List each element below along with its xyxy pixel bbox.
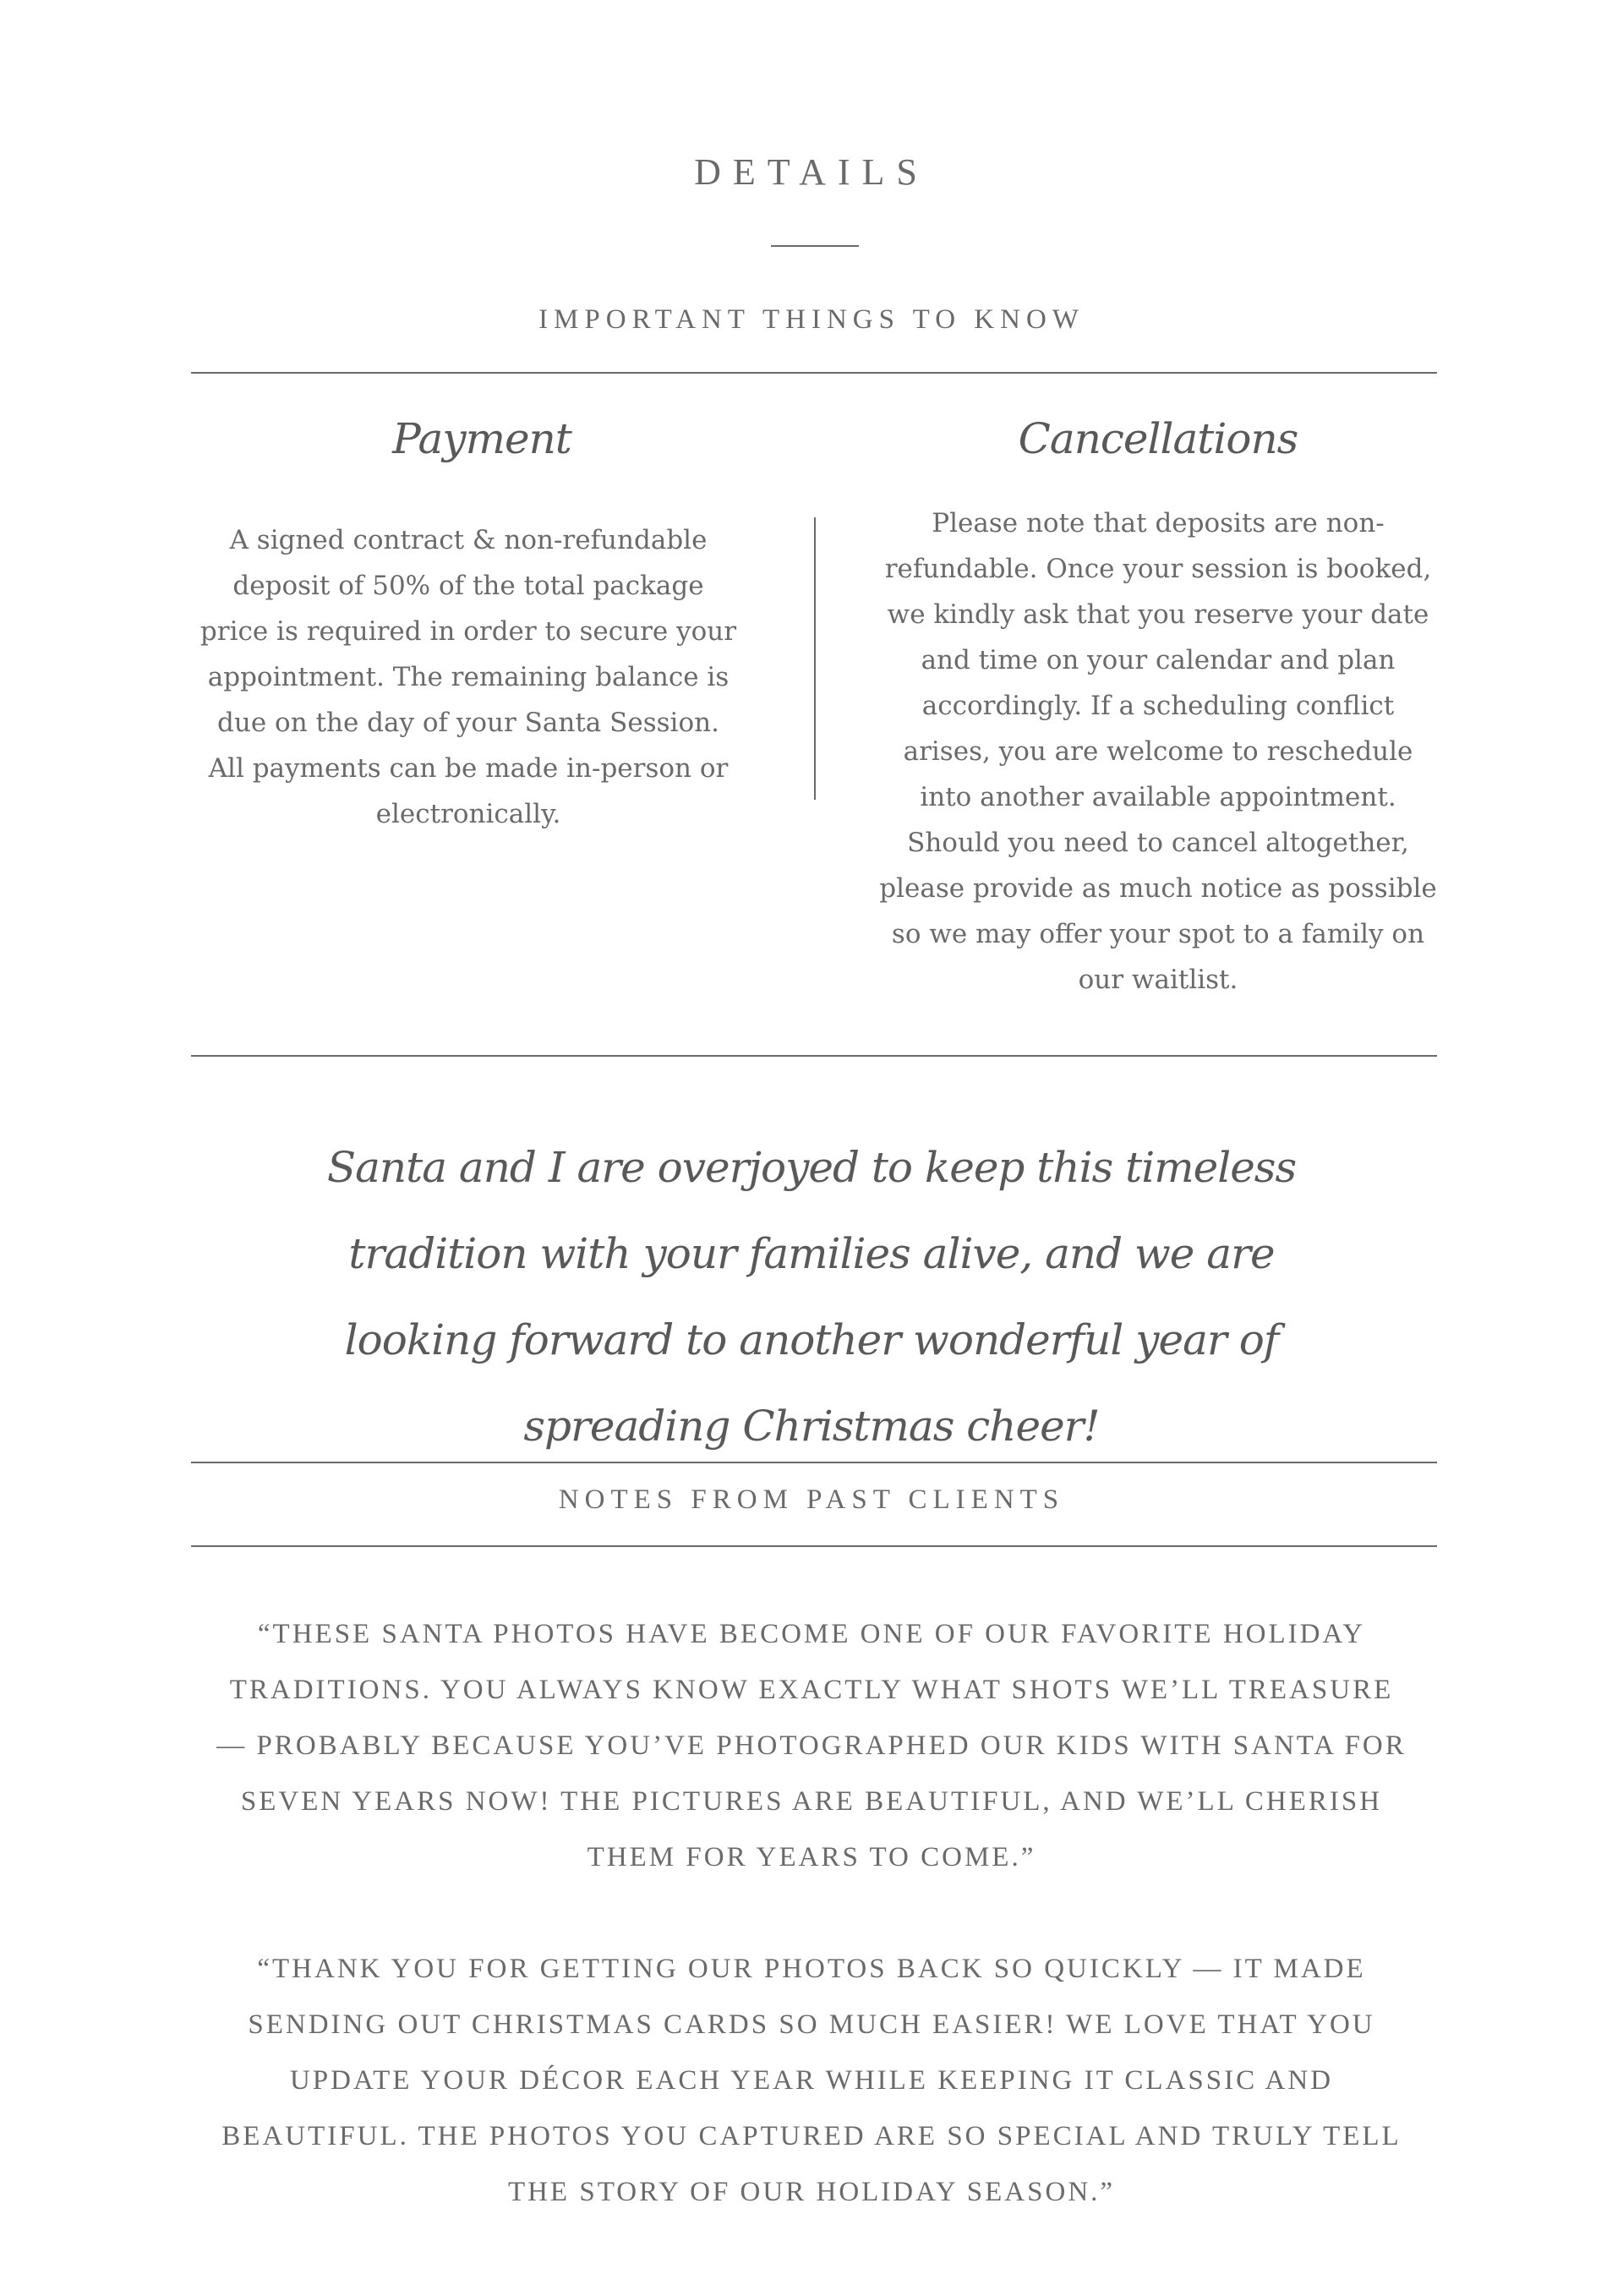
closing-quote: Santa and I are overjoyed to keep this timeless tradition with your families alive, and we are looking forward to another wonderful year of spreading Christmas cheer! bbox=[326, 1143, 1297, 1451]
divider-testimonials-top bbox=[191, 1462, 1437, 1463]
column-divider bbox=[814, 517, 816, 800]
divider-middle bbox=[191, 1055, 1437, 1057]
important-things-heading: IMPORTANT THINGS TO KNOW bbox=[538, 304, 1085, 335]
divider-top bbox=[191, 372, 1437, 374]
testimonials-heading: NOTES FROM PAST CLIENTS bbox=[558, 1484, 1065, 1515]
title-underline bbox=[771, 245, 859, 247]
cancellations-body: Please note that deposits are non-refundable. Once your session is booked, we kindly ask that you reserve your date and time on your calendar and plan accordingly. If a scheduling conflict arises, you are welcome to reschedule into another available appointment. Should you need to cancel altogether, please provide as much notice as possible so we may offer your spot to a family on our waitlist. bbox=[879, 508, 1437, 995]
testimonial-2: “THANK YOU FOR GETTING OUR PHOTOS BACK SO QUICKLY — IT MADE SENDING OUT CHRISTMAS CARDS SO MUCH EASIER! WE LOVE THAT YOU UPDATE YOUR DÉCOR EACH YEAR WHILE KEEPING IT CLASSIC AND BEAUTIFUL. THE PHOTOS YOU CAPTURED ARE SO SPECIAL AND TRULY TELL THE STORY OF OUR HOLIDAY SEASON.” bbox=[221, 1954, 1402, 2207]
divider-testimonials-bottom bbox=[191, 1545, 1437, 1547]
testimonial-1: “THESE SANTA PHOTOS HAVE BECOME ONE OF OUR FAVORITE HOLIDAY TRADITIONS. YOU ALWAYS KNOW EXACTLY WHAT SHOTS WE’LL TREASURE — PROBABLY BECAUSE YOU’VE PHOTOGRAPHED OUR KIDS WITH SANTA FOR SEVEN YEARS NOW! THE PICTURES ARE BEAUTIFUL, AND WE’LL CHERISH THEM FOR YEARS TO COME.” bbox=[216, 1619, 1407, 1872]
payment-body: A signed contract & non-refundable deposit of 50% of the total package price is required in order to secure your appointment. The remaining balance is due on the day of your Santa Session. All payments can be made in-person or electronically. bbox=[199, 525, 737, 829]
cancellations-title: Cancellations bbox=[1018, 414, 1298, 463]
payment-title: Payment bbox=[392, 414, 571, 463]
page-title: DETAILS bbox=[694, 151, 929, 193]
